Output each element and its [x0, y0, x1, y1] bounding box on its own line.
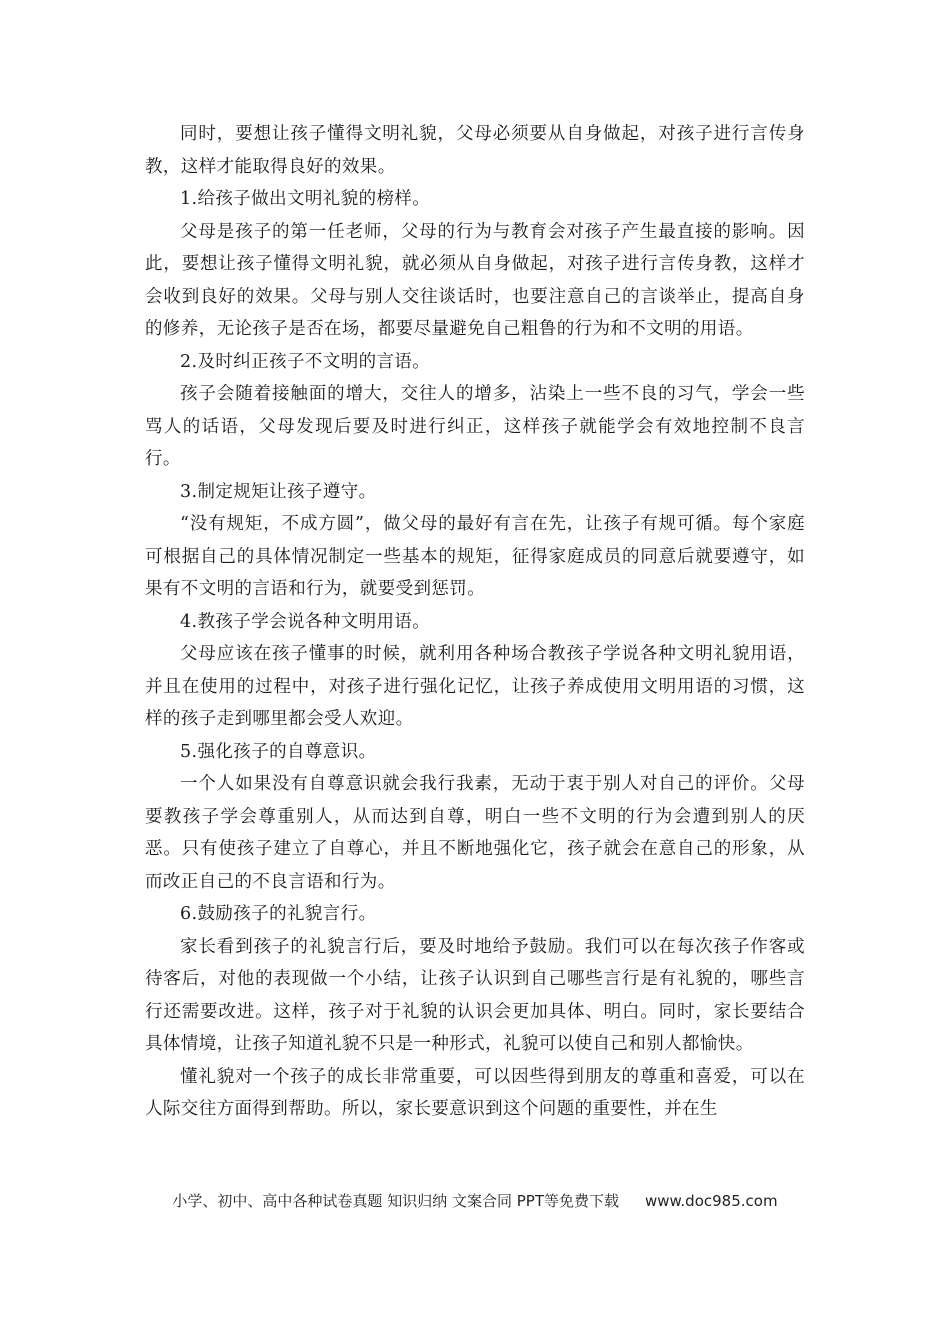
footer-text: 小学、初中、高中各种试卷真题 知识归纳 文案合同 PPT等免费下载 — [172, 1192, 619, 1210]
footer-site-link[interactable]: www.doc985.com — [644, 1192, 778, 1210]
paragraph: 懂礼貌对一个孩子的成长非常重要，可以因些得到朋友的尊重和喜爱，可以在人际交往方面得到帮助。所以，家长要意识到这个问题的重要性，并在生 — [145, 1066, 805, 1119]
paragraph: 一个人如果没有自尊意识就会我行我素，无动于衷于别人对自己的评价。父母要教孩子学会尊重别人，从而达到自尊，明白一些不文明的行为会遭到别人的厌恶。只有使孩子建立了自尊心，并且不断地强化它，孩子就会在意自己的形象，从而改正自己的不良言语和行为。 — [145, 774, 805, 892]
section-heading: 2.及时纠正孩子不文明的言语。 — [180, 351, 431, 372]
paragraph: 家长看到孩子的礼貌言行后，要及时地给予鼓励。我们可以在每次孩子作客或待客后，对他的表现做一个小结，让孩子认识到自己哪些言行是有礼貌的，哪些言行还需要改进。这样，孩子对于礼貌的认识会更加具体、明白。同时，家长要结合具体情境，让孩子知道礼貌不只是一种形式，礼貌可以使自己和别人都愉快。 — [145, 936, 805, 1054]
paragraph: 孩子会随着接触面的增大，交往人的增多，沾染上一些不良的习气，学会一些骂人的话语，父母发现后要及时进行纠正，这样孩子就能学会有效地控制不良言行。 — [145, 384, 805, 469]
page-footer — [0, 1190, 950, 1211]
paragraph: “没有规矩，不成方圆”，做父母的最好有言在先，让孩子有规可循。每个家庭可根据自己的具体情况制定一些基本的规矩，征得家庭成员的同意后就要遵守，如果有不文明的言语和行为，就要受到惩罚。 — [145, 514, 805, 599]
section-heading: 5.强化孩子的自尊意识。 — [180, 741, 377, 762]
section-heading: 4.教孩子学会说各种文明用语。 — [180, 611, 431, 632]
paragraph: 同时，要想让孩子懂得文明礼貌，父母必须要从自身做起，对孩子进行言传身教，这样才能取得良好的效果。 — [145, 124, 805, 177]
paragraph: 父母是孩子的第一任老师，父母的行为与教育会对孩子产生最直接的影响。因此，要想让孩子懂得文明礼貌，就必须从自身做起，对孩子进行言传身教，这样才会收到良好的效果。父母与别人交往谈话时，也要注意自己的言谈举止，提高自身的修养，无论孩子是否在场，都要尽量避免自己粗鲁的行为和不文明的用语。 — [145, 221, 805, 339]
document-body — [145, 118, 805, 1126]
section-heading: 1.给孩子做出文明礼貌的榜样。 — [180, 189, 431, 209]
section-heading: 3.制定规矩让孩子遵守。 — [180, 481, 377, 502]
paragraph: 父母应该在孩子懂事的时候，就利用各种场合教孩子学说各种文明礼貌用语，并且在使用的过程中，对孩子进行强化记忆，让孩子养成使用文明用语的习惯，这样的孩子走到哪里都会受人欢迎。 — [145, 644, 805, 729]
section-heading: 6.鼓励孩子的礼貌言行。 — [180, 904, 377, 924]
